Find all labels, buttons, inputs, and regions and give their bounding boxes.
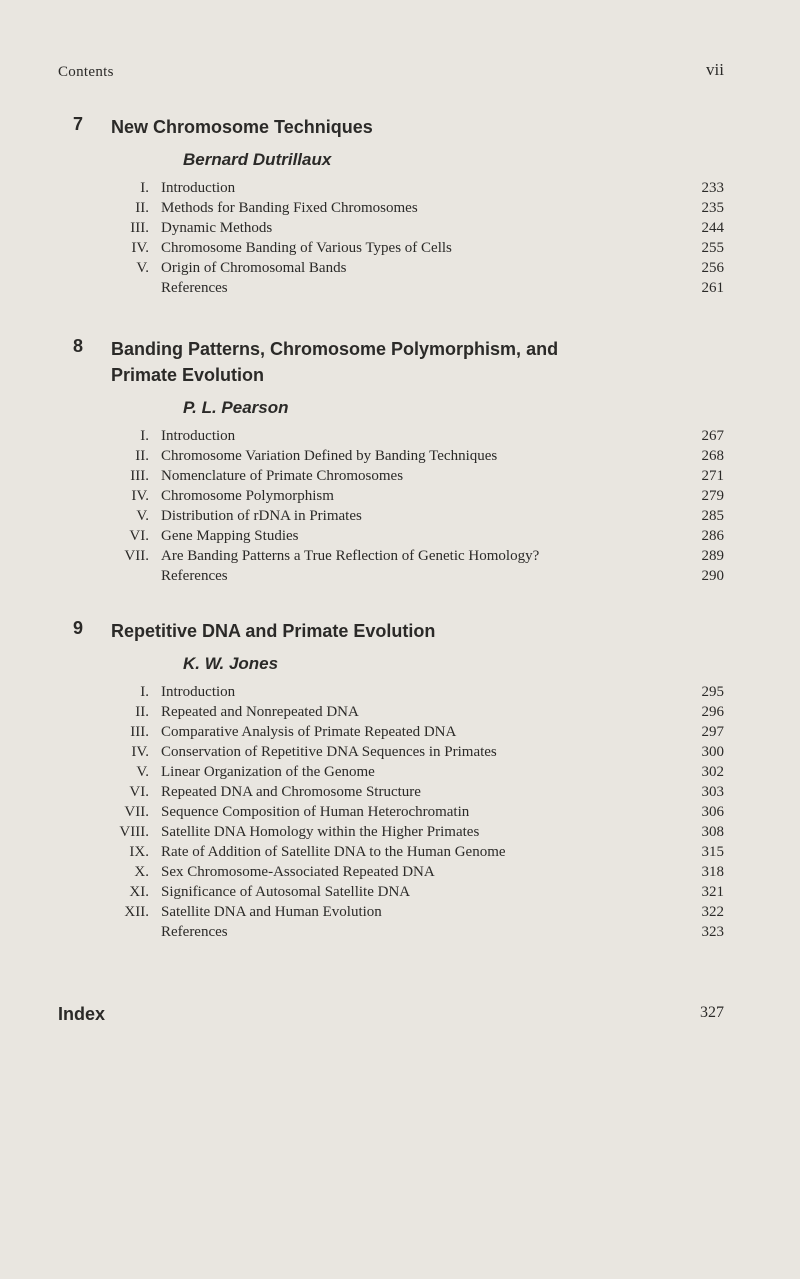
section-numeral: XII. xyxy=(124,904,149,920)
chapter-title[interactable]: Repetitive DNA and Primate Evolution xyxy=(111,621,436,641)
section-page: 289 xyxy=(701,548,724,564)
section-title: Significance of Autosomal Satellite DNA xyxy=(161,884,411,900)
section-page: 285 xyxy=(701,508,724,524)
section-page: 308 xyxy=(701,824,724,840)
section-title: Repeated and Nonrepeated DNA xyxy=(161,704,359,720)
section-entry[interactable] xyxy=(0,842,800,862)
chapter-number: 9 xyxy=(73,618,84,638)
chapter-7 xyxy=(0,114,800,298)
section-title: Methods for Banding Fixed Chromosomes xyxy=(161,200,418,216)
section-page: 321 xyxy=(701,884,724,900)
section-list xyxy=(0,682,800,942)
chapter-title[interactable]: New Chromosome Techniques xyxy=(111,117,373,137)
section-page: 271 xyxy=(701,468,724,484)
section-title: Linear Organization of the Genome xyxy=(161,764,375,780)
chapter-number: 8 xyxy=(73,336,84,356)
section-title: Sex Chromosome-Associated Repeated DNA xyxy=(161,864,435,880)
section-entry[interactable] xyxy=(0,862,800,882)
section-entry[interactable] xyxy=(0,258,800,278)
section-title: Distribution of rDNA in Primates xyxy=(161,508,362,524)
section-numeral: II. xyxy=(135,704,149,720)
section-page: 268 xyxy=(701,448,724,464)
section-title: Comparative Analysis of Primate Repeated DNA xyxy=(161,724,457,740)
section-title: Origin of Chromosomal Bands xyxy=(161,260,347,276)
section-title: References xyxy=(161,280,228,296)
chapter-8 xyxy=(0,336,800,586)
section-page: 302 xyxy=(701,764,724,780)
section-entry[interactable] xyxy=(0,902,800,922)
section-numeral: VIII. xyxy=(119,824,149,840)
section-numeral: IV. xyxy=(131,240,149,256)
section-page: 279 xyxy=(701,488,724,504)
section-page: 256 xyxy=(701,260,724,276)
chapter-title[interactable]: Banding Patterns, Chromosome Polymorphism, and Primate Evolution xyxy=(111,339,559,385)
chapter-heading xyxy=(0,336,800,388)
section-title: Gene Mapping Studies xyxy=(161,528,299,544)
section-page: 235 xyxy=(701,200,724,216)
section-page: 267 xyxy=(701,428,724,444)
section-entry[interactable] xyxy=(0,682,800,702)
section-page: 323 xyxy=(701,924,724,940)
section-page: 297 xyxy=(701,724,724,740)
section-title: Dynamic Methods xyxy=(161,220,273,236)
section-title: Chromosome Polymorphism xyxy=(161,488,334,504)
chapter-heading xyxy=(0,114,800,140)
section-title: Are Banding Patterns a True Reflection of Genetic Homology? xyxy=(161,548,540,564)
section-title: Rate of Addition of Satellite DNA to the Human Genome xyxy=(161,844,506,860)
section-title: Introduction xyxy=(161,428,236,444)
chapter-author: K. W. Jones xyxy=(183,654,279,673)
section-entry[interactable] xyxy=(0,466,800,486)
section-page: 306 xyxy=(701,804,724,820)
section-numeral: I. xyxy=(140,684,149,700)
section-numeral: IV. xyxy=(131,488,149,504)
section-entry[interactable] xyxy=(0,802,800,822)
section-entry[interactable] xyxy=(0,238,800,258)
references-entry[interactable] xyxy=(0,278,800,298)
section-numeral: III. xyxy=(130,724,149,740)
section-numeral: II. xyxy=(135,448,149,464)
section-numeral: II. xyxy=(135,200,149,216)
section-entry[interactable] xyxy=(0,742,800,762)
section-page: 244 xyxy=(701,220,724,236)
section-entry[interactable] xyxy=(0,762,800,782)
section-entry[interactable] xyxy=(0,702,800,722)
section-numeral: VI. xyxy=(129,784,149,800)
section-page: 322 xyxy=(701,904,724,920)
index-label: Index xyxy=(58,1004,106,1024)
references-entry[interactable] xyxy=(0,922,800,942)
section-list xyxy=(0,426,800,586)
index-entry[interactable] xyxy=(58,1004,724,1026)
section-page: 286 xyxy=(701,528,724,544)
section-numeral: V. xyxy=(136,508,149,524)
section-numeral: XI. xyxy=(129,884,149,900)
section-title: Repeated DNA and Chromosome Structure xyxy=(161,784,421,800)
section-title: Chromosome Banding of Various Types of Cells xyxy=(161,240,452,256)
section-numeral: IX. xyxy=(129,844,149,860)
index-page: 327 xyxy=(700,1004,724,1021)
section-entry[interactable] xyxy=(0,546,800,566)
chapter-author: P. L. Pearson xyxy=(183,398,289,417)
section-page: 318 xyxy=(701,864,724,880)
section-numeral: V. xyxy=(136,260,149,276)
section-list xyxy=(0,178,800,298)
section-entry[interactable] xyxy=(0,822,800,842)
section-numeral: I. xyxy=(140,428,149,444)
section-numeral: I. xyxy=(140,180,149,196)
section-title: Introduction xyxy=(161,180,236,196)
section-title: Chromosome Variation Defined by Banding Techniques xyxy=(161,448,498,464)
section-page: 303 xyxy=(701,784,724,800)
chapter-number: 7 xyxy=(73,114,84,134)
section-entry[interactable] xyxy=(0,506,800,526)
chapter-9 xyxy=(0,618,800,942)
running-head xyxy=(58,60,724,86)
section-page: 233 xyxy=(701,180,724,196)
section-title: Introduction xyxy=(161,684,236,700)
section-title: Nomenclature of Primate Chromosomes xyxy=(161,468,404,484)
section-page: 296 xyxy=(701,704,724,720)
section-title: Satellite DNA and Human Evolution xyxy=(161,904,382,920)
section-numeral: III. xyxy=(130,468,149,484)
section-title: References xyxy=(161,568,228,584)
section-numeral: VII. xyxy=(124,548,149,564)
section-numeral: VII. xyxy=(124,804,149,820)
section-numeral: III. xyxy=(130,220,149,236)
chapter-author: Bernard Dutrillaux xyxy=(183,150,332,169)
page-number: vii xyxy=(706,60,724,79)
section-page: 290 xyxy=(701,568,724,584)
section-numeral: IV. xyxy=(131,744,149,760)
section-numeral: V. xyxy=(136,764,149,780)
section-title: References xyxy=(161,924,228,940)
chapter-heading xyxy=(0,618,800,644)
section-title: Satellite DNA Homology within the Higher Primates xyxy=(161,824,480,840)
section-entry[interactable] xyxy=(0,882,800,902)
section-title: Sequence Composition of Human Heterochromatin xyxy=(161,804,470,820)
section-numeral: X. xyxy=(134,864,149,880)
section-entry[interactable] xyxy=(0,722,800,742)
references-entry[interactable] xyxy=(0,566,800,586)
section-page: 315 xyxy=(701,844,724,860)
section-entry[interactable] xyxy=(0,198,800,218)
section-entry[interactable] xyxy=(0,218,800,238)
section-page: 255 xyxy=(701,240,724,256)
section-page: 295 xyxy=(701,684,724,700)
section-title: Conservation of Repetitive DNA Sequences in Primates xyxy=(161,744,497,760)
running-head-title: Contents xyxy=(58,64,114,80)
section-page: 300 xyxy=(701,744,724,760)
section-numeral: VI. xyxy=(129,528,149,544)
section-entry[interactable] xyxy=(0,426,800,446)
section-entry[interactable] xyxy=(0,178,800,198)
section-page: 261 xyxy=(701,280,724,296)
section-entry[interactable] xyxy=(0,486,800,506)
section-entry[interactable] xyxy=(0,526,800,546)
section-entry[interactable] xyxy=(0,782,800,802)
section-entry[interactable] xyxy=(0,446,800,466)
